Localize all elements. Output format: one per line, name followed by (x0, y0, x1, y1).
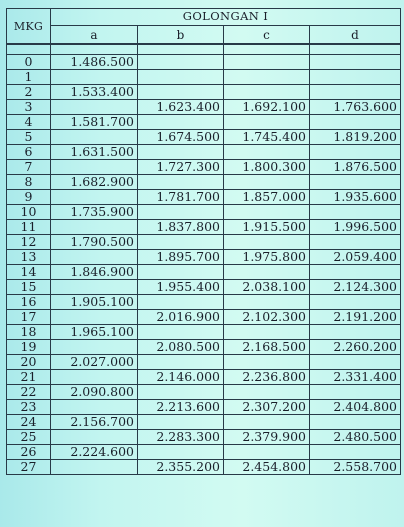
column-header-a: a (51, 26, 138, 45)
spacer-cell (224, 44, 310, 55)
value-cell-a (51, 310, 138, 325)
value-cell-b (138, 445, 224, 460)
table-row (7, 235, 401, 250)
table-row (7, 295, 401, 310)
value-cell-c: 2.454.800 (224, 460, 310, 475)
value-cell-c: 2.038.100 (224, 280, 310, 295)
mkg-cell: 4 (7, 115, 51, 130)
group-header: GOLONGAN I (51, 9, 401, 26)
value-cell-d: 1.876.500 (310, 160, 401, 175)
spacer-cell (51, 44, 138, 55)
value-cell-a: 1.682.900 (51, 175, 138, 190)
mkg-cell: 12 (7, 235, 51, 250)
table-row (7, 385, 401, 400)
value-cell-c (224, 325, 310, 340)
value-cell-c: 2.307.200 (224, 400, 310, 415)
value-cell-c (224, 70, 310, 85)
mkg-cell: 0 (7, 55, 51, 70)
value-cell-c: 2.379.900 (224, 430, 310, 445)
value-cell-a: 2.027.000 (51, 355, 138, 370)
value-cell-d (310, 415, 401, 430)
value-cell-d: 2.124.300 (310, 280, 401, 295)
table-row (7, 280, 401, 295)
value-cell-c: 1.915.500 (224, 220, 310, 235)
table-row (7, 325, 401, 340)
value-cell-c: 1.692.100 (224, 100, 310, 115)
spacer-cell (310, 44, 401, 55)
mkg-cell: 6 (7, 145, 51, 160)
value-cell-b: 2.016.900 (138, 310, 224, 325)
value-cell-d (310, 145, 401, 160)
value-cell-d (310, 175, 401, 190)
value-cell-a: 1.735.900 (51, 205, 138, 220)
mkg-cell: 2 (7, 85, 51, 100)
mkg-cell: 24 (7, 415, 51, 430)
value-cell-a: 2.224.600 (51, 445, 138, 460)
mkg-cell: 20 (7, 355, 51, 370)
mkg-cell: 9 (7, 190, 51, 205)
value-cell-b (138, 265, 224, 280)
value-cell-b (138, 145, 224, 160)
table-row (7, 310, 401, 325)
mkg-cell: 15 (7, 280, 51, 295)
value-cell-a: 1.790.500 (51, 235, 138, 250)
value-cell-d: 1.935.600 (310, 190, 401, 205)
value-cell-b (138, 355, 224, 370)
value-cell-b: 1.895.700 (138, 250, 224, 265)
value-cell-d (310, 115, 401, 130)
value-cell-c (224, 235, 310, 250)
value-cell-b: 2.146.000 (138, 370, 224, 385)
mkg-cell: 7 (7, 160, 51, 175)
table-row (7, 400, 401, 415)
table-row (7, 430, 401, 445)
mkg-cell: 21 (7, 370, 51, 385)
value-cell-a: 2.090.800 (51, 385, 138, 400)
value-cell-c (224, 265, 310, 280)
value-cell-a (51, 250, 138, 265)
mkg-cell: 26 (7, 445, 51, 460)
value-cell-b (138, 70, 224, 85)
value-cell-b: 2.283.300 (138, 430, 224, 445)
mkg-cell: 27 (7, 460, 51, 475)
mkg-cell: 10 (7, 205, 51, 220)
table-row (7, 160, 401, 175)
column-header-d: d (310, 26, 401, 45)
table-row (7, 370, 401, 385)
value-cell-b: 2.355.200 (138, 460, 224, 475)
value-cell-c (224, 115, 310, 130)
value-cell-d: 2.260.200 (310, 340, 401, 355)
table-row (7, 190, 401, 205)
value-cell-c (224, 385, 310, 400)
mkg-cell: 13 (7, 250, 51, 265)
mkg-cell: 25 (7, 430, 51, 445)
value-cell-a (51, 100, 138, 115)
value-cell-b (138, 115, 224, 130)
value-cell-c: 2.102.300 (224, 310, 310, 325)
table-row (7, 340, 401, 355)
value-cell-b (138, 415, 224, 430)
value-cell-d: 1.763.600 (310, 100, 401, 115)
value-cell-b (138, 385, 224, 400)
value-cell-d: 2.480.500 (310, 430, 401, 445)
value-cell-a (51, 190, 138, 205)
table-row (7, 415, 401, 430)
mkg-cell: 14 (7, 265, 51, 280)
value-cell-d (310, 325, 401, 340)
value-cell-d (310, 70, 401, 85)
value-cell-a (51, 430, 138, 445)
mkg-cell: 19 (7, 340, 51, 355)
header-spacer-row (7, 44, 401, 55)
mkg-cell: 17 (7, 310, 51, 325)
value-cell-a (51, 220, 138, 235)
value-cell-d (310, 295, 401, 310)
value-cell-b: 1.781.700 (138, 190, 224, 205)
value-cell-b (138, 325, 224, 340)
value-cell-d: 2.404.800 (310, 400, 401, 415)
value-cell-b (138, 55, 224, 70)
value-cell-b: 2.213.600 (138, 400, 224, 415)
table-row (7, 205, 401, 220)
mkg-cell: 23 (7, 400, 51, 415)
mkg-cell: 1 (7, 70, 51, 85)
value-cell-d (310, 355, 401, 370)
value-cell-a (51, 400, 138, 415)
value-cell-a: 1.631.500 (51, 145, 138, 160)
table-row (7, 100, 401, 115)
value-cell-a (51, 130, 138, 145)
mkg-cell: 3 (7, 100, 51, 115)
value-cell-d (310, 205, 401, 220)
mkg-cell: 8 (7, 175, 51, 190)
value-cell-a: 1.533.400 (51, 85, 138, 100)
value-cell-d (310, 235, 401, 250)
value-cell-a: 1.965.100 (51, 325, 138, 340)
value-cell-b (138, 175, 224, 190)
value-cell-d: 2.558.700 (310, 460, 401, 475)
table-row (7, 265, 401, 280)
salary-table (6, 8, 401, 475)
value-cell-a: 1.846.900 (51, 265, 138, 280)
value-cell-c: 2.236.800 (224, 370, 310, 385)
value-cell-c (224, 175, 310, 190)
table-header (7, 9, 401, 45)
value-cell-d: 2.191.200 (310, 310, 401, 325)
table-row (7, 85, 401, 100)
table-row (7, 70, 401, 85)
table-row (7, 355, 401, 370)
value-cell-b (138, 205, 224, 220)
column-header-c: c (224, 26, 310, 45)
value-cell-b (138, 235, 224, 250)
value-cell-d (310, 85, 401, 100)
table-row (7, 130, 401, 145)
value-cell-a (51, 160, 138, 175)
value-cell-b (138, 295, 224, 310)
table-row (7, 460, 401, 475)
table-row (7, 445, 401, 460)
mkg-header: MKG (7, 9, 51, 45)
spacer-cell (7, 44, 51, 55)
value-cell-c: 1.975.800 (224, 250, 310, 265)
value-cell-c: 1.745.400 (224, 130, 310, 145)
value-cell-a (51, 70, 138, 85)
value-cell-b: 1.727.300 (138, 160, 224, 175)
table-row (7, 220, 401, 235)
value-cell-a (51, 460, 138, 475)
mkg-cell: 22 (7, 385, 51, 400)
value-cell-a: 1.486.500 (51, 55, 138, 70)
value-cell-b: 1.623.400 (138, 100, 224, 115)
value-cell-b (138, 85, 224, 100)
value-cell-c: 1.800.300 (224, 160, 310, 175)
value-cell-a (51, 280, 138, 295)
value-cell-c (224, 145, 310, 160)
mkg-cell: 5 (7, 130, 51, 145)
value-cell-c (224, 205, 310, 220)
value-cell-d: 1.819.200 (310, 130, 401, 145)
value-cell-d (310, 445, 401, 460)
value-cell-d (310, 265, 401, 280)
value-cell-c (224, 445, 310, 460)
value-cell-c (224, 85, 310, 100)
value-cell-d: 2.059.400 (310, 250, 401, 265)
value-cell-a (51, 370, 138, 385)
table-body (7, 44, 401, 475)
value-cell-c (224, 55, 310, 70)
mkg-cell: 16 (7, 295, 51, 310)
value-cell-b: 1.837.800 (138, 220, 224, 235)
value-cell-d: 1.996.500 (310, 220, 401, 235)
value-cell-c: 2.168.500 (224, 340, 310, 355)
value-cell-d: 2.331.400 (310, 370, 401, 385)
value-cell-c (224, 355, 310, 370)
value-cell-a (51, 340, 138, 355)
value-cell-b: 2.080.500 (138, 340, 224, 355)
value-cell-c: 1.857.000 (224, 190, 310, 205)
spacer-cell (138, 44, 224, 55)
mkg-cell: 18 (7, 325, 51, 340)
value-cell-a: 1.581.700 (51, 115, 138, 130)
value-cell-b: 1.674.500 (138, 130, 224, 145)
table-row (7, 115, 401, 130)
value-cell-d (310, 385, 401, 400)
value-cell-c (224, 415, 310, 430)
value-cell-d (310, 55, 401, 70)
table-row (7, 175, 401, 190)
value-cell-c (224, 295, 310, 310)
table-row (7, 250, 401, 265)
table-row (7, 55, 401, 70)
value-cell-b: 1.955.400 (138, 280, 224, 295)
table-row (7, 145, 401, 160)
value-cell-a: 1.905.100 (51, 295, 138, 310)
mkg-cell: 11 (7, 220, 51, 235)
value-cell-a: 2.156.700 (51, 415, 138, 430)
column-header-b: b (138, 26, 224, 45)
